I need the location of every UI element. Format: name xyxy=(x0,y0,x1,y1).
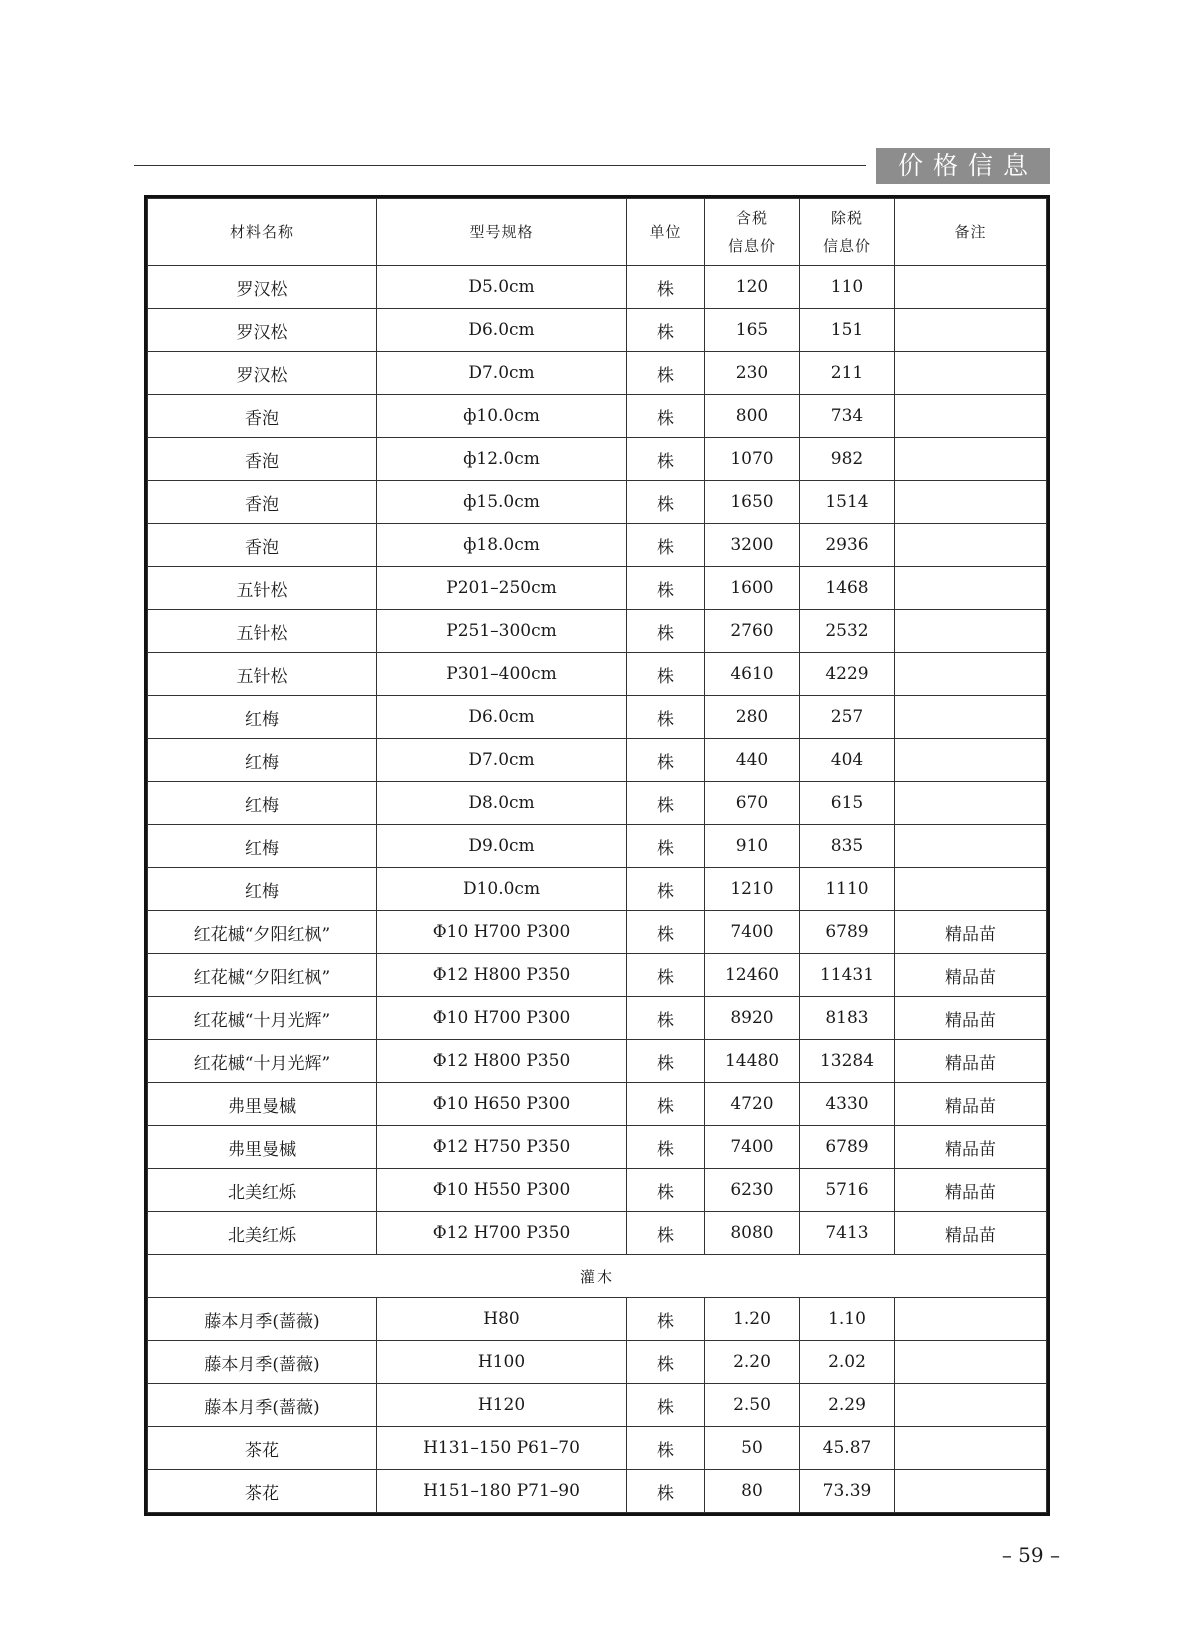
cell-name: 五针松 xyxy=(148,610,377,653)
cell-unit: 株 xyxy=(627,782,705,825)
cell-spec: Φ10 H700 P300 xyxy=(377,997,627,1040)
cell-note xyxy=(895,739,1047,782)
cell-spec: D6.0cm xyxy=(377,309,627,352)
cell-price-notax: 1.10 xyxy=(800,1298,895,1341)
cell-name: 香泡 xyxy=(148,481,377,524)
table-row xyxy=(148,1384,1047,1427)
table-row xyxy=(148,438,1047,481)
cell-price-tax: 6230 xyxy=(705,1169,800,1212)
cell-name: 红梅 xyxy=(148,825,377,868)
page-number: – 59 – xyxy=(1001,1543,1060,1567)
cell-price-notax: 4229 xyxy=(800,653,895,696)
cell-spec: Φ12 H750 P350 xyxy=(377,1126,627,1169)
cell-unit: 株 xyxy=(627,911,705,954)
cell-unit: 株 xyxy=(627,954,705,997)
cell-price-tax: 2760 xyxy=(705,610,800,653)
cell-price-tax: 8080 xyxy=(705,1212,800,1255)
header-name: 材料名称 xyxy=(148,199,377,266)
cell-spec: D6.0cm xyxy=(377,696,627,739)
table-row xyxy=(148,782,1047,825)
header-note: 备注 xyxy=(895,199,1047,266)
table-row xyxy=(148,352,1047,395)
cell-unit: 株 xyxy=(627,739,705,782)
cell-note xyxy=(895,696,1047,739)
cell-unit: 株 xyxy=(627,1298,705,1341)
cell-name: 红花槭“十月光辉” xyxy=(148,1040,377,1083)
category-row xyxy=(148,1255,1047,1298)
cell-spec: H80 xyxy=(377,1298,627,1341)
header-price-notax-line2: 信息价 xyxy=(822,237,871,255)
cell-name: 茶花 xyxy=(148,1470,377,1513)
table-row xyxy=(148,1470,1047,1513)
cell-name: 红花槭“夕阳红枫” xyxy=(148,954,377,997)
cell-name: 五针松 xyxy=(148,567,377,610)
price-table-frame xyxy=(144,195,1050,1516)
cell-price-tax: 50 xyxy=(705,1427,800,1470)
cell-price-notax: 5716 xyxy=(800,1169,895,1212)
cell-unit: 株 xyxy=(627,1169,705,1212)
cell-name: 藤本月季(蔷薇) xyxy=(148,1384,377,1427)
cell-price-notax: 404 xyxy=(800,739,895,782)
category-label: 灌木 xyxy=(148,1255,1047,1298)
cell-unit: 株 xyxy=(627,825,705,868)
cell-spec: ф10.0cm xyxy=(377,395,627,438)
cell-note: 精品苗 xyxy=(895,911,1047,954)
table-row xyxy=(148,481,1047,524)
cell-name: 香泡 xyxy=(148,524,377,567)
cell-price-notax: 1110 xyxy=(800,868,895,911)
cell-price-notax: 211 xyxy=(800,352,895,395)
cell-price-tax: 1210 xyxy=(705,868,800,911)
cell-price-notax: 2532 xyxy=(800,610,895,653)
table-row xyxy=(148,825,1047,868)
cell-unit: 株 xyxy=(627,1427,705,1470)
table-row xyxy=(148,1341,1047,1384)
cell-unit: 株 xyxy=(627,481,705,524)
cell-unit: 株 xyxy=(627,1470,705,1513)
cell-note xyxy=(895,782,1047,825)
table-row xyxy=(148,309,1047,352)
cell-price-notax: 8183 xyxy=(800,997,895,1040)
cell-price-tax: 165 xyxy=(705,309,800,352)
cell-price-notax: 2.29 xyxy=(800,1384,895,1427)
cell-spec: P201–250cm xyxy=(377,567,627,610)
table-row xyxy=(148,911,1047,954)
cell-name: 香泡 xyxy=(148,395,377,438)
table-row xyxy=(148,868,1047,911)
cell-note xyxy=(895,1298,1047,1341)
cell-note xyxy=(895,481,1047,524)
cell-spec: H100 xyxy=(377,1341,627,1384)
cell-name: 红花槭“十月光辉” xyxy=(148,997,377,1040)
cell-spec: P301–400cm xyxy=(377,653,627,696)
cell-price-notax: 615 xyxy=(800,782,895,825)
cell-spec: ф18.0cm xyxy=(377,524,627,567)
cell-unit: 株 xyxy=(627,997,705,1040)
cell-name: 北美红烁 xyxy=(148,1169,377,1212)
cell-price-notax: 7413 xyxy=(800,1212,895,1255)
cell-note: 精品苗 xyxy=(895,954,1047,997)
table-body xyxy=(148,266,1047,1513)
cell-note xyxy=(895,438,1047,481)
cell-price-notax: 45.87 xyxy=(800,1427,895,1470)
cell-name: 藤本月季(蔷薇) xyxy=(148,1298,377,1341)
cell-note xyxy=(895,567,1047,610)
cell-price-notax: 1514 xyxy=(800,481,895,524)
cell-note xyxy=(895,1427,1047,1470)
cell-price-tax: 4720 xyxy=(705,1083,800,1126)
table-header-row xyxy=(148,199,1047,266)
cell-price-notax: 257 xyxy=(800,696,895,739)
cell-note xyxy=(895,524,1047,567)
cell-unit: 株 xyxy=(627,1341,705,1384)
cell-spec: Φ12 H800 P350 xyxy=(377,954,627,997)
cell-note xyxy=(895,868,1047,911)
cell-price-notax: 835 xyxy=(800,825,895,868)
header-price-tax xyxy=(705,199,800,266)
cell-spec: Φ10 H550 P300 xyxy=(377,1169,627,1212)
cell-price-tax: 440 xyxy=(705,739,800,782)
cell-name: 罗汉松 xyxy=(148,266,377,309)
cell-name: 五针松 xyxy=(148,653,377,696)
table-row xyxy=(148,1126,1047,1169)
cell-price-tax: 4610 xyxy=(705,653,800,696)
cell-price-tax: 8920 xyxy=(705,997,800,1040)
cell-note: 精品苗 xyxy=(895,997,1047,1040)
cell-price-notax: 6789 xyxy=(800,1126,895,1169)
cell-price-notax: 4330 xyxy=(800,1083,895,1126)
cell-spec: Φ12 H800 P350 xyxy=(377,1040,627,1083)
cell-spec: P251–300cm xyxy=(377,610,627,653)
table-row xyxy=(148,610,1047,653)
cell-price-tax: 670 xyxy=(705,782,800,825)
cell-spec: D10.0cm xyxy=(377,868,627,911)
table-row xyxy=(148,696,1047,739)
cell-spec: Φ12 H700 P350 xyxy=(377,1212,627,1255)
cell-note xyxy=(895,266,1047,309)
cell-unit: 株 xyxy=(627,438,705,481)
cell-name: 红梅 xyxy=(148,739,377,782)
cell-name: 红梅 xyxy=(148,782,377,825)
cell-note: 精品苗 xyxy=(895,1126,1047,1169)
cell-unit: 株 xyxy=(627,266,705,309)
cell-price-notax: 151 xyxy=(800,309,895,352)
cell-note: 精品苗 xyxy=(895,1040,1047,1083)
cell-note xyxy=(895,352,1047,395)
cell-spec: Φ10 H700 P300 xyxy=(377,911,627,954)
cell-price-notax: 734 xyxy=(800,395,895,438)
cell-note xyxy=(895,395,1047,438)
cell-note xyxy=(895,309,1047,352)
cell-unit: 株 xyxy=(627,696,705,739)
cell-price-notax: 73.39 xyxy=(800,1470,895,1513)
cell-price-tax: 1650 xyxy=(705,481,800,524)
cell-price-notax: 982 xyxy=(800,438,895,481)
cell-spec: H131–150 P61–70 xyxy=(377,1427,627,1470)
price-table xyxy=(147,198,1047,1513)
table-row xyxy=(148,567,1047,610)
table-row xyxy=(148,1040,1047,1083)
header-price-notax xyxy=(800,199,895,266)
header-spec: 型号规格 xyxy=(377,199,627,266)
cell-note xyxy=(895,610,1047,653)
cell-unit: 株 xyxy=(627,1083,705,1126)
cell-price-notax: 2936 xyxy=(800,524,895,567)
table-row xyxy=(148,1212,1047,1255)
cell-note: 精品苗 xyxy=(895,1212,1047,1255)
cell-note: 精品苗 xyxy=(895,1083,1047,1126)
cell-unit: 株 xyxy=(627,1040,705,1083)
cell-name: 红梅 xyxy=(148,868,377,911)
cell-note xyxy=(895,1341,1047,1384)
cell-price-tax: 7400 xyxy=(705,911,800,954)
cell-price-tax: 230 xyxy=(705,352,800,395)
header-unit: 单位 xyxy=(627,199,705,266)
cell-name: 红梅 xyxy=(148,696,377,739)
header-price-tax-line2: 信息价 xyxy=(727,237,776,255)
cell-spec: D5.0cm xyxy=(377,266,627,309)
cell-price-tax: 1.20 xyxy=(705,1298,800,1341)
cell-price-notax: 13284 xyxy=(800,1040,895,1083)
table-row xyxy=(148,739,1047,782)
cell-spec: H120 xyxy=(377,1384,627,1427)
cell-unit: 株 xyxy=(627,395,705,438)
cell-price-notax: 11431 xyxy=(800,954,895,997)
cell-name: 罗汉松 xyxy=(148,309,377,352)
cell-price-tax: 1600 xyxy=(705,567,800,610)
cell-price-notax: 6789 xyxy=(800,911,895,954)
cell-name: 北美红烁 xyxy=(148,1212,377,1255)
cell-spec: ф12.0cm xyxy=(377,438,627,481)
table-row xyxy=(148,524,1047,567)
cell-unit: 株 xyxy=(627,653,705,696)
cell-note xyxy=(895,1470,1047,1513)
cell-name: 香泡 xyxy=(148,438,377,481)
cell-unit: 株 xyxy=(627,610,705,653)
cell-unit: 株 xyxy=(627,309,705,352)
table-row xyxy=(148,1169,1047,1212)
cell-spec: Φ10 H650 P300 xyxy=(377,1083,627,1126)
cell-price-notax: 110 xyxy=(800,266,895,309)
cell-spec: D7.0cm xyxy=(377,739,627,782)
cell-price-tax: 7400 xyxy=(705,1126,800,1169)
cell-price-tax: 120 xyxy=(705,266,800,309)
cell-name: 弗里曼槭 xyxy=(148,1126,377,1169)
cell-unit: 株 xyxy=(627,1384,705,1427)
cell-price-tax: 12460 xyxy=(705,954,800,997)
cell-unit: 株 xyxy=(627,1126,705,1169)
cell-price-tax: 2.50 xyxy=(705,1384,800,1427)
cell-name: 茶花 xyxy=(148,1427,377,1470)
table-row xyxy=(148,1298,1047,1341)
table-row xyxy=(148,1427,1047,1470)
cell-price-tax: 3200 xyxy=(705,524,800,567)
cell-price-tax: 14480 xyxy=(705,1040,800,1083)
cell-spec: ф15.0cm xyxy=(377,481,627,524)
cell-note: 精品苗 xyxy=(895,1169,1047,1212)
cell-price-tax: 80 xyxy=(705,1470,800,1513)
cell-name: 藤本月季(蔷薇) xyxy=(148,1341,377,1384)
table-row xyxy=(148,266,1047,309)
cell-price-tax: 1070 xyxy=(705,438,800,481)
table-row xyxy=(148,395,1047,438)
cell-price-tax: 2.20 xyxy=(705,1341,800,1384)
cell-spec: D9.0cm xyxy=(377,825,627,868)
header-price-tax-line1: 含税 xyxy=(735,209,768,227)
cell-unit: 株 xyxy=(627,1212,705,1255)
cell-spec: H151–180 P71–90 xyxy=(377,1470,627,1513)
cell-note xyxy=(895,825,1047,868)
table-row xyxy=(148,997,1047,1040)
cell-spec: D7.0cm xyxy=(377,352,627,395)
cell-note xyxy=(895,653,1047,696)
cell-unit: 株 xyxy=(627,868,705,911)
table-row xyxy=(148,653,1047,696)
cell-name: 红花槭“夕阳红枫” xyxy=(148,911,377,954)
section-title: 价格信息 xyxy=(876,148,1050,184)
header-price-notax-line1: 除税 xyxy=(830,209,863,227)
cell-name: 弗里曼槭 xyxy=(148,1083,377,1126)
cell-spec: D8.0cm xyxy=(377,782,627,825)
cell-price-tax: 800 xyxy=(705,395,800,438)
cell-price-tax: 910 xyxy=(705,825,800,868)
cell-price-tax: 280 xyxy=(705,696,800,739)
cell-unit: 株 xyxy=(627,524,705,567)
cell-unit: 株 xyxy=(627,567,705,610)
cell-note xyxy=(895,1384,1047,1427)
cell-name: 罗汉松 xyxy=(148,352,377,395)
cell-price-notax: 2.02 xyxy=(800,1341,895,1384)
table-row xyxy=(148,1083,1047,1126)
table-row xyxy=(148,954,1047,997)
header-rule xyxy=(134,165,866,166)
cell-unit: 株 xyxy=(627,352,705,395)
cell-price-notax: 1468 xyxy=(800,567,895,610)
